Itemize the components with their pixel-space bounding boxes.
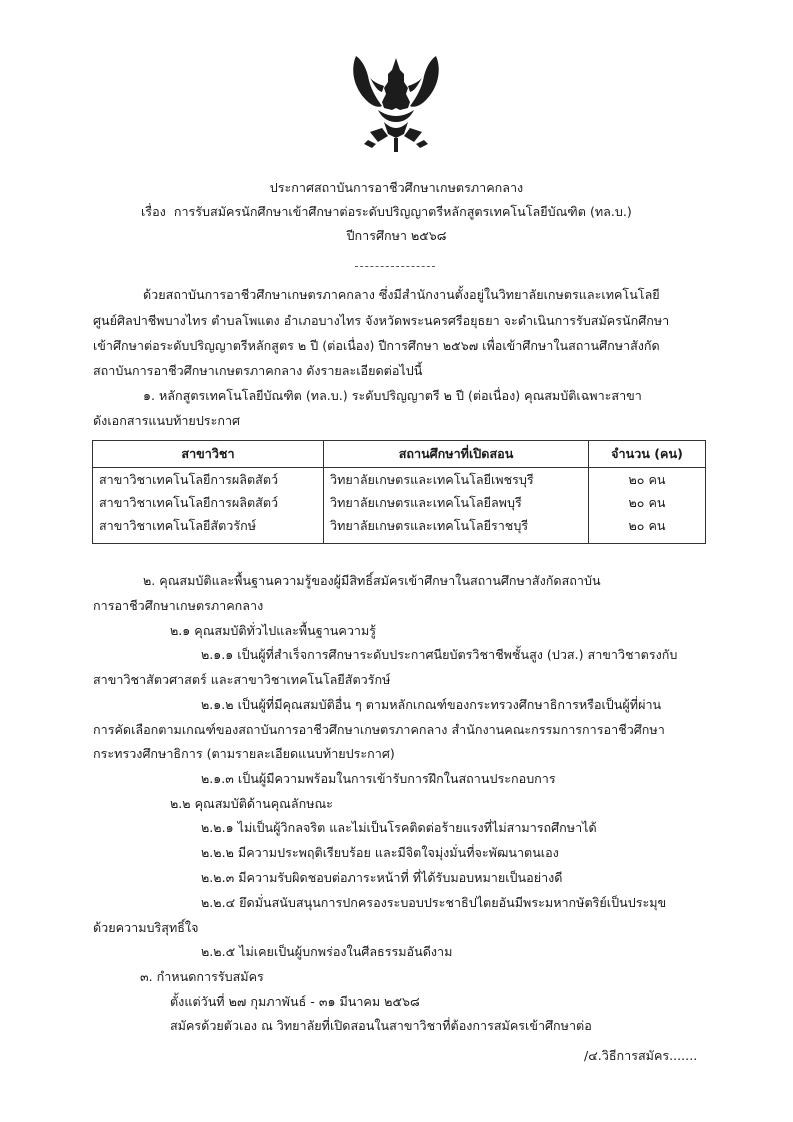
continuation-note: /๔.วิธีการสมัคร....... [584,1048,698,1063]
section2-heading-2: การอาชีวศึกษาเกษตรภาคกลาง [93,598,264,613]
section-2-1-1-line-1: ๒.๑.๑ เป็นผู้ที่สำเร็จการศึกษาระดับประกาศนียบัตรวิชาชีพชั้นสูง (ปวส.) สาขาวิชาตรงกับ [201,647,678,662]
section-2-1-2-line-1: ๒.๑.๒ เป็นผู้ที่มีคุณสมบัติอื่น ๆ ตามหลักเกณฑ์ของกระทรวงศึกษาธิการหรือเป็นผู้ที่ผ่าน [201,697,662,712]
section-2-1-3: ๒.๑.๓ เป็นผู้มีความพร้อมในการเข้ารับการฝึกในสถานประกอบการ [201,771,556,786]
quota-table [92,440,706,544]
cell-major: สาขาวิชาเทคโนโลยีการผลิตสัตว์ [93,468,324,492]
application-method: สมัครด้วยตัวเอง ณ วิทยาลัยที่เปิดสอนในสาขาวิชาที่ต้องการสมัครเข้าศึกษาต่อ [170,1018,592,1033]
cell-quota: ๒๐ คน [628,494,666,510]
garuda-emblem-icon [348,48,444,158]
cell-college: วิทยาลัยเกษตรและเทคโนโลยีเพชรบุรี [324,468,589,492]
section-2-1-1-line-2: สาขาวิชาสัตวศาสตร์ และสาขาวิชาเทคโนโลยีสัตวรักษ์ [93,672,391,687]
section1-line-2: ดังเอกสารแนบท้ายประกาศ [93,413,241,428]
intro-line-4: สถาบันการอาชีวศึกษาเกษตรภาคกลาง ดังรายละเอียดต่อไปนี้ [93,363,423,378]
header-major: สาขาวิชา [93,441,324,468]
section-2-1-2-line-2: การคัดเลือกตามเกณฑ์ของสถาบันการอาชีวศึกษาเกษตรภาคกลาง สำนักงานคณะกรรมการการอาชีวศึกษา [93,722,665,737]
header-college: สถานศึกษาที่เปิดสอน [324,441,589,468]
section-2-2: ๒.๒ คุณสมบัติด้านคุณลักษณะ [170,796,333,811]
subject-line [141,202,632,222]
cell-college: วิทยาลัยเกษตรและเทคโนโลยีลพบุรี [324,491,589,514]
section-2-1-2-line-3: กระทรวงศึกษาธิการ (ตามรายละเอียดแนบท้ายประกาศ) [93,746,395,761]
section-2-1: ๒.๑ คุณสมบัติทั่วไปและพื้นฐานความรู้ [170,623,377,638]
cell-major: สาขาวิชาเทคโนโลยีสัตวรักษ์ [93,514,324,544]
section2-heading-1: ๒. คุณสมบัติและพื้นฐานความรู้ของผู้มีสิทธิ์สมัครเข้าศึกษาในสถานศึกษาสังกัดสถาบัน [143,573,601,588]
subject-label: เรื่อง [141,204,166,219]
intro-line-1: ด้วยสถาบันการอาชีวศึกษาเกษตรภาคกลาง ซึ่งมีสำนักงานตั้งอยู่ในวิทยาลัยเกษตรและเทคโนโลยี [143,287,660,302]
announcer-title: ประกาศสถาบันการอาชีวศึกษาเกษตรภาคกลาง [269,180,524,195]
section3-heading: ๓. กำหนดการรับสมัคร [140,969,264,984]
section-2-2-1: ๒.๒.๑ ไม่เป็นผู้วิกลจริต และไม่เป็นโรคติดต่อร้ายแรงที่ไม่สามารถศึกษาได้ [201,820,597,835]
table-row [93,514,706,544]
section1-line-1: ๑. หลักสูตรเทคโนโลยีบัณฑิต (ทล.บ.) ระดับปริญญาตรี ๒ ปี (ต่อเนื่อง) คุณสมบัติเฉพาะสาขา [143,388,642,403]
subject-text: การรับสมัครนักศึกษาเข้าศึกษาต่อระดับปริญญาตรีหลักสูตรเทคโนโลยีบัณฑิต (ทล.บ.) [173,204,632,219]
section-2-2-5: ๒.๒.๕ ไม่เคยเป็นผู้บกพร่องในศีลธรรมอันดีงาม [201,944,453,959]
academic-year: ปีการศึกษา ๒๕๖๘ [346,228,447,243]
table-header-row [93,441,706,468]
application-period: ตั้งแต่วันที่ ๒๗ กุมภาพันธ์ - ๓๑ มีนาคม ๒๕๖๘ [170,994,420,1009]
table-row [93,468,706,492]
intro-line-2: ศูนย์ศิลปาชีพบางไทร ตำบลโพแตง อำเภอบางไทร จังหวัดพระนครศรีอยุธยา จะดำเนินการรับสมัครนักศึกษา [93,313,670,328]
section-2-2-4-line-1: ๒.๒.๔ ยึดมั่นสนับสนุนการปกครองระบอบประชาธิปไตยอันมีพระมหากษัตริย์เป็นประมุข [201,895,667,910]
section-2-2-4-line-2: ด้วยความบริสุทธิ์ใจ [93,920,199,935]
cell-college: วิทยาลัยเกษตรและเทคโนโลยีราชบุรี [324,514,589,544]
title-separator [355,266,435,267]
cell-major: สาขาวิชาเทคโนโลยีการผลิตสัตว์ [93,491,324,514]
table-row [93,491,706,514]
intro-line-3: เข้าศึกษาต่อระดับปริญญาตรีหลักสูตร ๒ ปี (ต่อเนื่อง) ปีการศึกษา ๒๕๖๗ เพื่อเข้าศึกษาในสถานศึกษาสังกัด [93,338,660,353]
cell-quota: ๒๐ คน [628,471,666,487]
cell-quota: ๒๐ คน [628,517,666,533]
header-quota: จำนวน (คน) [589,441,706,468]
section-2-2-2: ๒.๒.๒ มีความประพฤติเรียบร้อย และมีจิตใจมุ่งมั่นที่จะพัฒนาตนเอง [201,845,559,860]
section-2-2-3: ๒.๒.๓ มีความรับผิดชอบต่อภาระหน้าที่ ที่ได้รับมอบหมายเป็นอย่างดี [201,870,563,885]
